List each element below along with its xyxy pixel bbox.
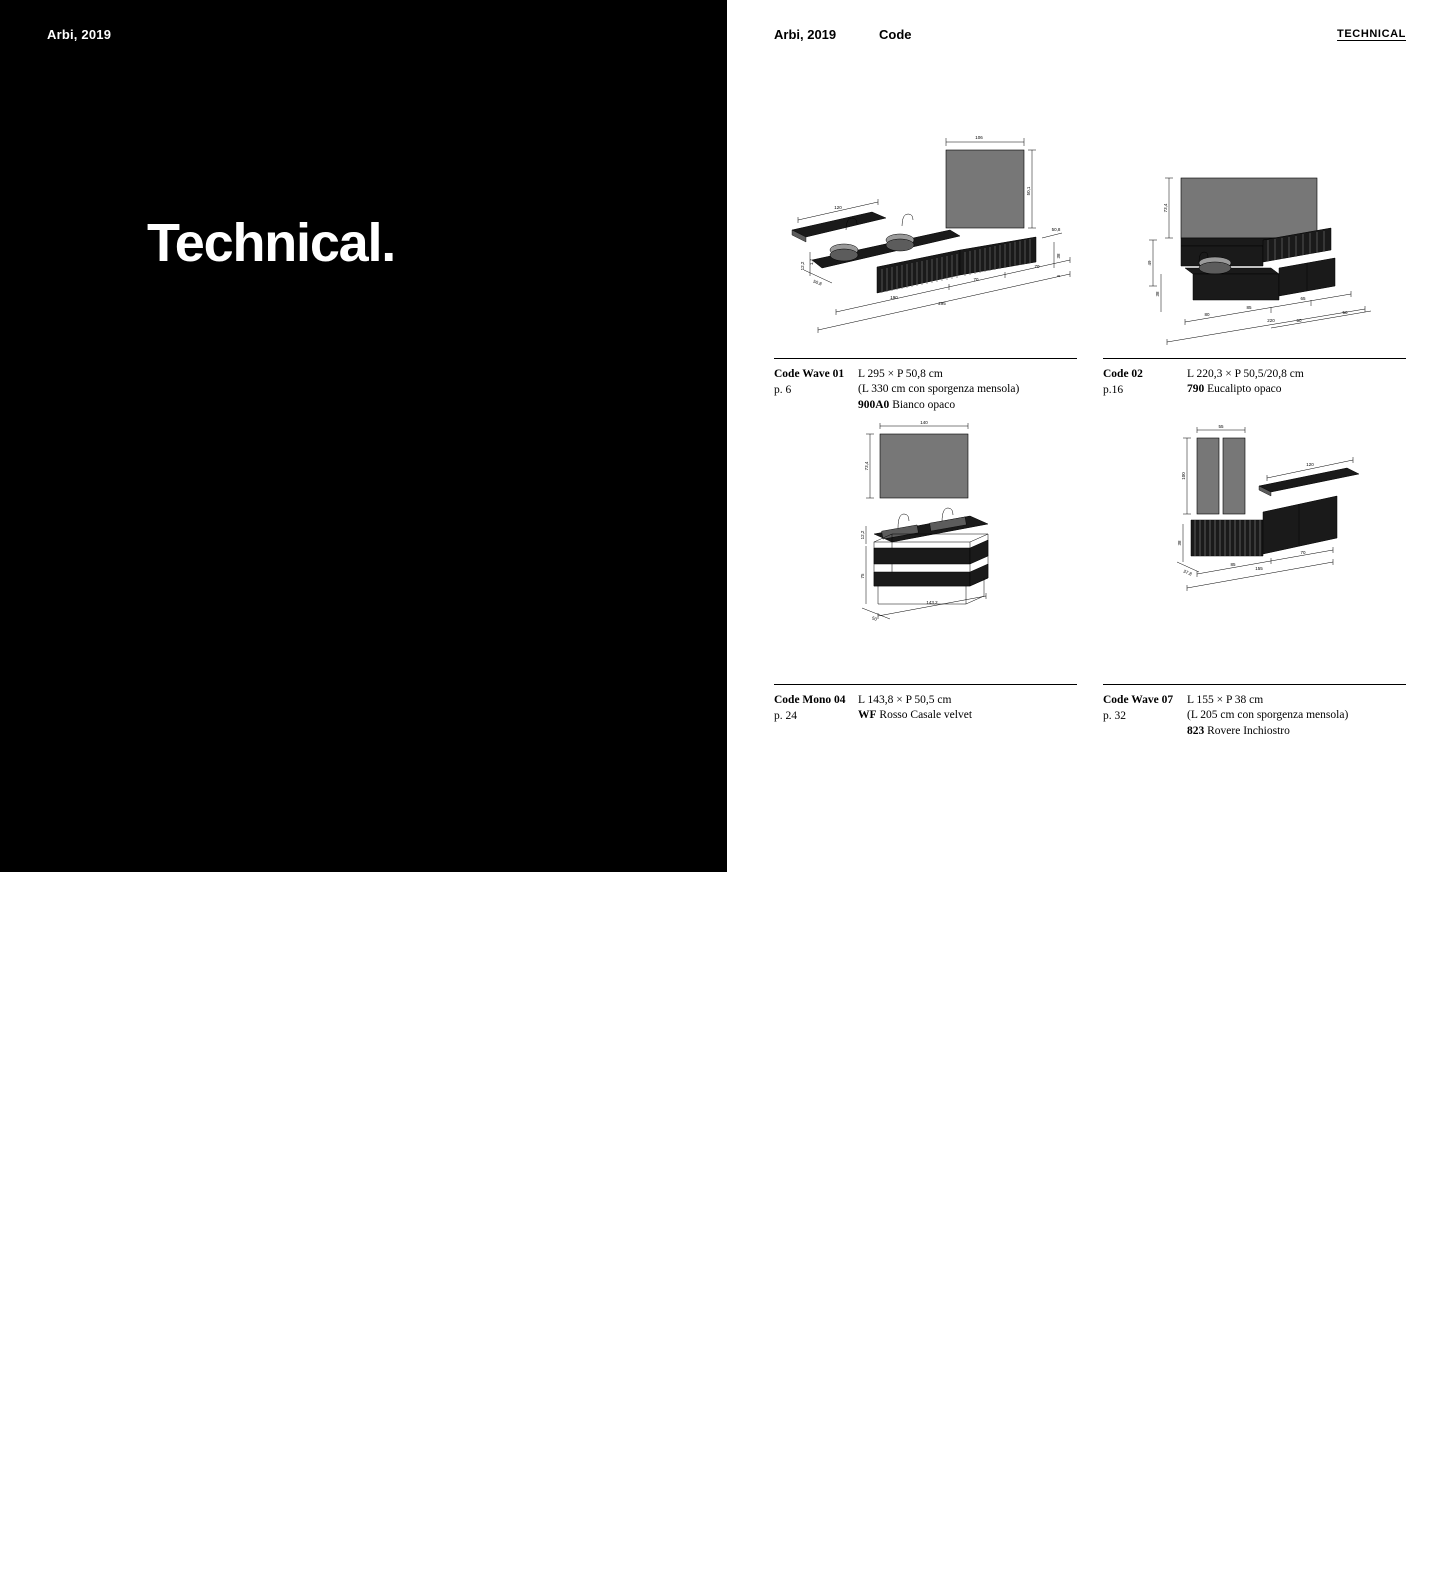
product-caption-code-wave-07 <box>1103 684 1406 1581</box>
svg-text:220: 220 <box>1267 318 1275 323</box>
product-cell-code-mono-04 <box>774 416 1077 742</box>
product-name: Code 02 <box>1103 368 1143 380</box>
finish-name: Bianco opaco <box>892 398 956 411</box>
technical-drawing-code-mono-04 <box>774 416 1077 684</box>
technical-drawing-code-wave-01 <box>774 90 1077 358</box>
finish-code: 790 <box>1187 383 1205 396</box>
technical-drawing-code-02 <box>1103 90 1406 358</box>
svg-text:50: 50 <box>871 615 878 622</box>
svg-text:50,8: 50,8 <box>812 278 823 287</box>
svg-text:65: 65 <box>1300 296 1306 301</box>
svg-text:80: 80 <box>1204 312 1210 317</box>
finish-code: WF <box>858 709 877 722</box>
header-section: Code <box>879 27 912 42</box>
finish-code: 900A0 <box>858 398 890 411</box>
svg-text:143,2: 143,2 <box>926 600 938 605</box>
svg-text:1,7: 1,7 <box>809 258 814 266</box>
svg-text:37,8: 37,8 <box>1182 568 1193 577</box>
product-dimension-line-1: L 155 × P 38 cm <box>1187 694 1264 706</box>
svg-text:38: 38 <box>1056 253 1061 259</box>
finish-name: Eucalipto opaco <box>1207 383 1282 396</box>
product-cell-code-wave-01 <box>774 90 1077 416</box>
left-page-header: Arbi, 2019 <box>47 27 112 42</box>
svg-text:70: 70 <box>1300 550 1306 555</box>
svg-text:50: 50 <box>1296 318 1302 323</box>
technical-drawing-code-wave-07 <box>1103 416 1406 684</box>
svg-text:12,2: 12,2 <box>800 261 805 271</box>
svg-text:140: 140 <box>920 420 928 425</box>
left-page <box>0 0 727 872</box>
finish-name: Rosso Casale velvet <box>879 709 973 722</box>
svg-text:50,1: 50,1 <box>1026 186 1031 196</box>
header-brand: Arbi, 2019 <box>774 27 837 42</box>
product-cell-code-02 <box>1103 90 1406 416</box>
svg-text:38: 38 <box>1155 291 1160 297</box>
svg-text:38: 38 <box>1177 540 1182 546</box>
left-page-title: Technical. <box>147 213 396 273</box>
svg-text:49: 49 <box>1147 260 1152 266</box>
product-page-ref: p.16 <box>1103 384 1124 397</box>
svg-text:55: 55 <box>1218 424 1224 429</box>
svg-text:190: 190 <box>890 295 898 300</box>
right-page-header <box>727 27 1453 47</box>
svg-text:120: 120 <box>1306 462 1314 467</box>
product-dimension-line-2: (L 205 cm con sporgenza mensola) <box>1187 709 1349 722</box>
product-name: Code Wave 07 <box>1103 694 1174 706</box>
svg-text:73,4: 73,4 <box>1163 203 1168 213</box>
svg-text:155: 155 <box>1255 566 1263 571</box>
svg-text:75: 75 <box>860 573 865 579</box>
product-dimension-line-1: L 220,3 × P 50,5/20,8 cm <box>1187 368 1304 380</box>
svg-text:70: 70 <box>1034 264 1040 269</box>
svg-text:85: 85 <box>1230 562 1236 567</box>
svg-text:120: 120 <box>834 205 842 210</box>
product-dimension-line-1: L 143,8 × P 50,5 cm <box>858 694 952 706</box>
finish-name: Rovere Inchiostro <box>1207 724 1290 737</box>
product-caption-code-mono-04 <box>774 684 1077 1581</box>
header-tag[interactable]: TECHNICAL <box>1337 28 1406 40</box>
product-page-ref: p. 6 <box>774 384 792 397</box>
product-grid <box>774 90 1406 742</box>
svg-text:85: 85 <box>1246 305 1252 310</box>
svg-text:73,4: 73,4 <box>864 461 869 471</box>
caption-left <box>774 693 858 1581</box>
finish-code: 823 <box>1187 724 1205 737</box>
svg-text:295: 295 <box>938 301 946 306</box>
product-cell-code-wave-07 <box>1103 416 1406 742</box>
svg-text:50,8: 50,8 <box>1051 227 1061 232</box>
product-page-ref: p. 24 <box>774 710 797 723</box>
caption-left <box>1103 693 1187 1581</box>
svg-text:5: 5 <box>1056 274 1061 278</box>
product-dimension-line-1: L 295 × P 50,8 cm <box>858 368 943 380</box>
product-name: Code Mono 04 <box>774 694 846 706</box>
product-dimension-line-2: (L 330 cm con sporgenza mensola) <box>858 383 1020 396</box>
right-page <box>727 0 1453 872</box>
product-name: Code Wave 01 <box>774 368 845 380</box>
svg-text:12,2: 12,2 <box>860 530 865 540</box>
product-page-ref: p. 32 <box>1103 710 1126 723</box>
svg-text:50: 50 <box>1342 310 1348 315</box>
svg-text:70: 70 <box>973 277 979 282</box>
svg-text:106: 106 <box>975 135 983 140</box>
svg-text:100: 100 <box>1181 472 1186 480</box>
